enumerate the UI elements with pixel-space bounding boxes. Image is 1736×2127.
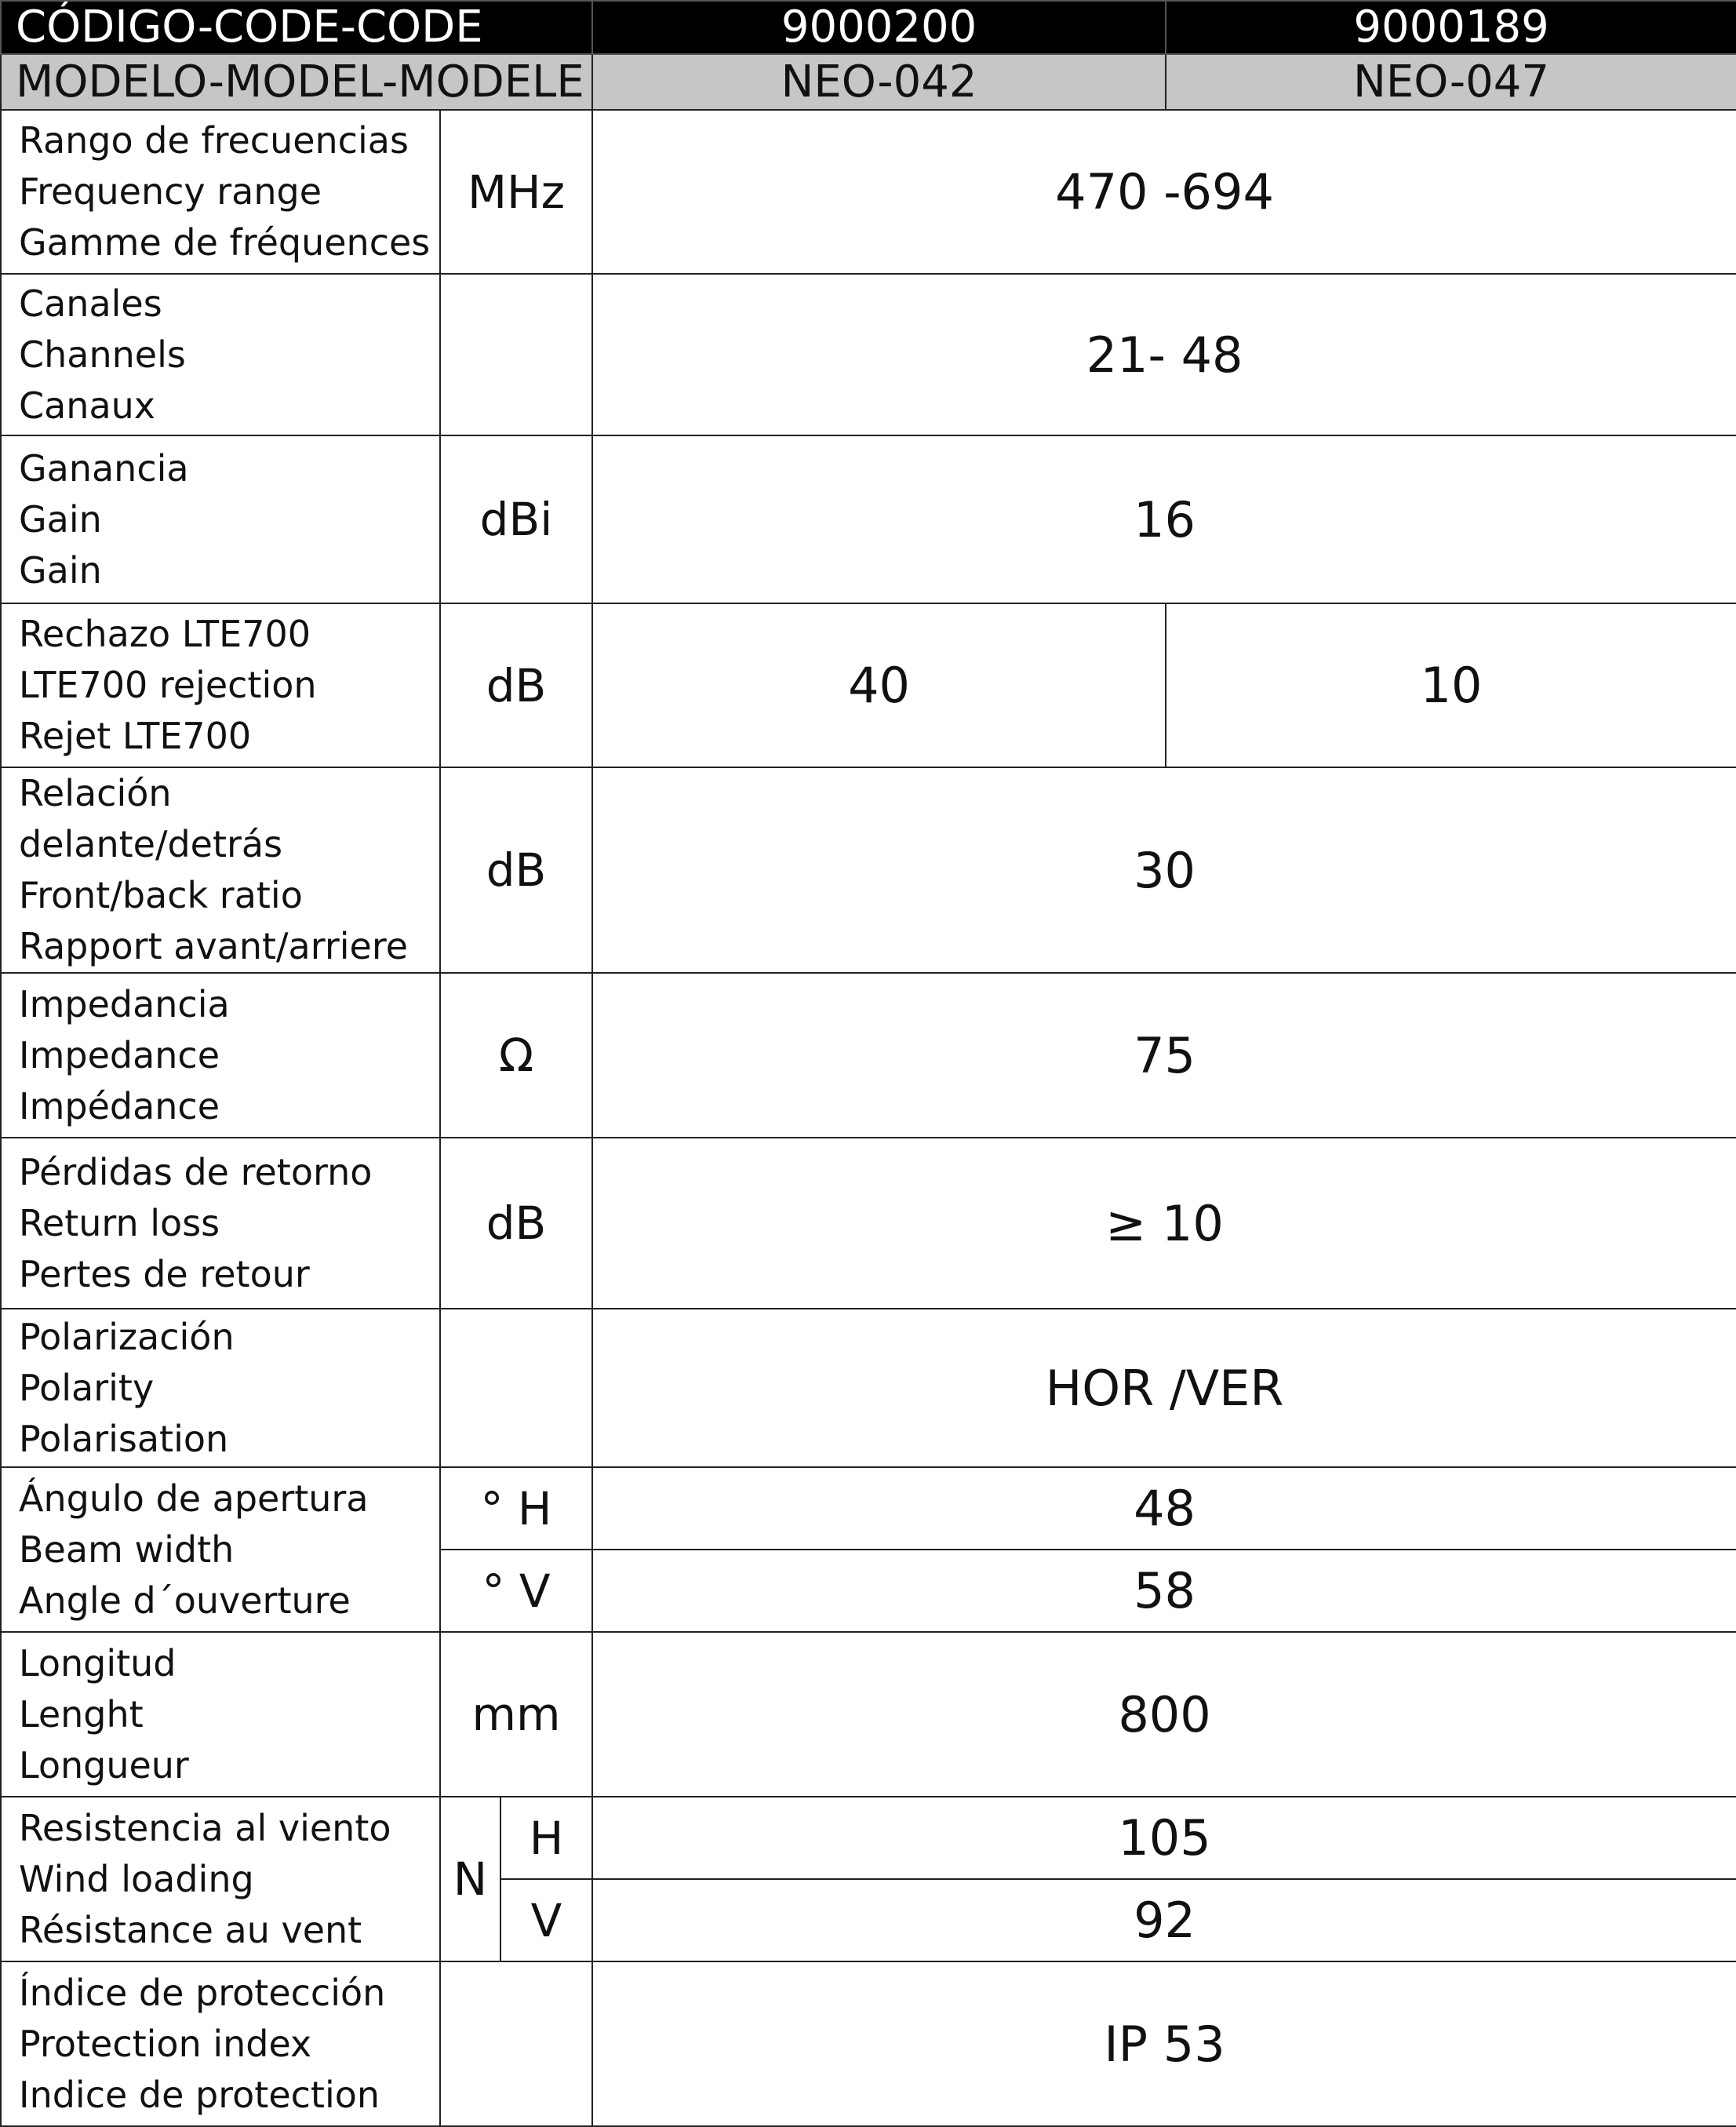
protection-label: Índice de protección Protection index Indice de protection — [1, 1961, 440, 2126]
gain-unit: dBi — [440, 435, 592, 603]
beam-width-label: Ángulo de apertura Beam width Angle d´ouverture — [1, 1467, 440, 1632]
polarity-label: Polarización Polarity Polarisation — [1, 1309, 440, 1467]
frequency-label: Rango de frecuencias Frequency range Gamme de fréquences — [1, 110, 440, 274]
header-model-row — [1, 54, 1736, 110]
frequency-unit: MHz — [440, 110, 592, 274]
protection-unit — [440, 1961, 592, 2126]
beam-width-row-h — [1, 1467, 1736, 1550]
length-label: Longitud Lenght Longueur — [1, 1632, 440, 1797]
lte-rejection-label: Rechazo LTE700 LTE700 rejection Rejet LTE700 — [1, 603, 440, 767]
wind-loading-sub-v: V — [500, 1879, 592, 1961]
impedance-value: 75 — [592, 973, 1736, 1138]
header-code-row — [1, 1, 1736, 54]
model-product-1: NEO-042 — [592, 54, 1166, 110]
channels-label: Canales Channels Canaux — [1, 274, 440, 435]
impedance-unit: Ω — [440, 973, 592, 1138]
gain-row — [1, 435, 1736, 603]
wind-loading-label: Resistencia al viento Wind loading Résistance au vent — [1, 1797, 440, 1961]
return-loss-unit: dB — [440, 1138, 592, 1309]
impedance-label: Impedancia Impedance Impédance — [1, 973, 440, 1138]
length-unit: mm — [440, 1632, 592, 1797]
lte-rejection-unit: dB — [440, 603, 592, 767]
beam-width-value-v: 58 — [592, 1550, 1736, 1632]
return-loss-label: Pérdidas de retorno Return loss Pertes de retour — [1, 1138, 440, 1309]
wind-loading-value-v: 92 — [592, 1879, 1736, 1961]
wind-loading-unit: N — [440, 1797, 500, 1961]
lte-rejection-row — [1, 603, 1736, 767]
polarity-row — [1, 1309, 1736, 1467]
lte-rejection-value-2: 10 — [1166, 603, 1736, 767]
front-back-row — [1, 767, 1736, 973]
front-back-value: 30 — [592, 767, 1736, 973]
return-loss-row — [1, 1138, 1736, 1309]
frequency-row — [1, 110, 1736, 274]
code-label: CÓDIGO-CODE-CODE — [1, 1, 592, 54]
lte-rejection-value-1: 40 — [592, 603, 1166, 767]
wind-loading-value-h: 105 — [592, 1797, 1736, 1879]
channels-row — [1, 274, 1736, 435]
channels-unit — [440, 274, 592, 435]
gain-label: Ganancia Gain Gain — [1, 435, 440, 603]
wind-loading-row-h — [1, 1797, 1736, 1879]
front-back-unit: dB — [440, 767, 592, 973]
wind-loading-sub-h: H — [500, 1797, 592, 1879]
front-back-label: Relación delante/detrás Front/back ratio Rapport avant/arriere — [1, 767, 440, 973]
gain-value: 16 — [592, 435, 1736, 603]
return-loss-value: ≥ 10 — [592, 1138, 1736, 1309]
beam-width-unit-h: ° H — [440, 1467, 592, 1550]
code-product-1: 9000200 — [592, 1, 1166, 54]
protection-value: IP 53 — [592, 1961, 1736, 2126]
impedance-row — [1, 973, 1736, 1138]
protection-row — [1, 1961, 1736, 2126]
beam-width-unit-v: ° V — [440, 1550, 592, 1632]
length-value: 800 — [592, 1632, 1736, 1797]
code-product-2: 9000189 — [1166, 1, 1736, 54]
length-row — [1, 1632, 1736, 1797]
channels-value: 21- 48 — [592, 274, 1736, 435]
polarity-unit — [440, 1309, 592, 1467]
frequency-value: 470 -694 — [592, 110, 1736, 274]
model-label: MODELO-MODEL-MODELE — [1, 54, 592, 110]
model-product-2: NEO-047 — [1166, 54, 1736, 110]
polarity-value: HOR /VER — [592, 1309, 1736, 1467]
beam-width-value-h: 48 — [592, 1467, 1736, 1550]
